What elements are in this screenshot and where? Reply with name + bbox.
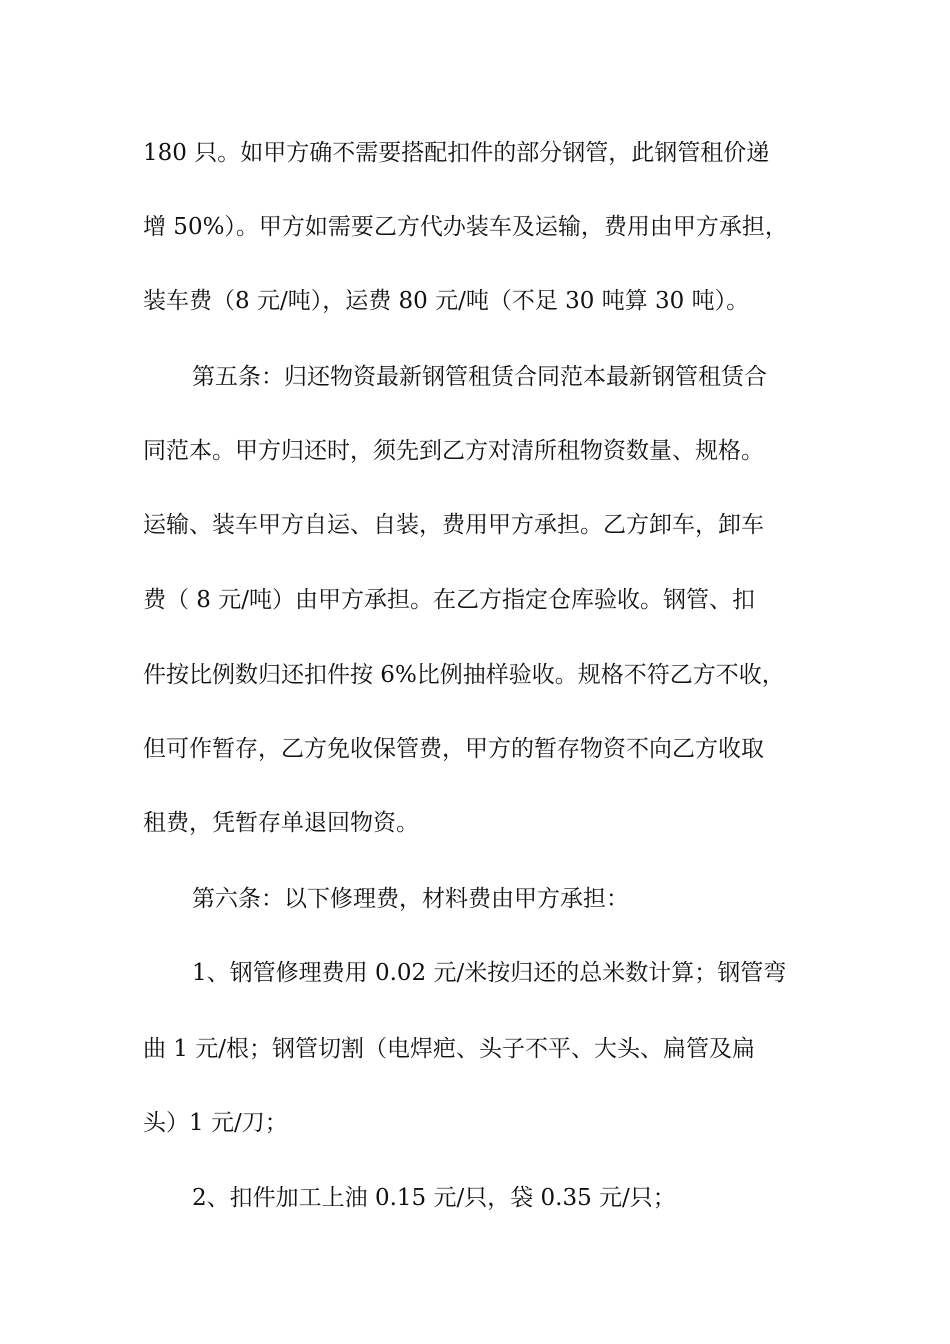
article-five-heading-line: 第五条：归还物资最新钢管租赁合同范本最新钢管租赁合 — [192, 364, 767, 390]
body-line: 运输、装车甲方自运、自装，费用甲方承担。乙方卸车，卸车 — [143, 512, 764, 538]
body-line: 租费，凭暂存单退回物资。 — [143, 810, 419, 836]
body-line: 费（ 8 元/吨）由甲方承担。在乙方指定仓库验收。钢管、扣 — [143, 587, 756, 613]
body-line: 同范本。甲方归还时，须先到乙方对清所租物资数量、规格。 — [143, 438, 764, 464]
body-line: 曲 1 元/根；钢管切割（电焊疤、头子不平、大头、扁管及扁 — [143, 1036, 756, 1062]
body-line: 件按比例数归还扣件按 6%比例抽样验收。规格不符乙方不收， — [143, 662, 785, 688]
body-line: 180 只。如甲方确不需要搭配扣件的部分钢管，此钢管租价递 — [143, 140, 770, 166]
body-line: 增 50%）。甲方如需要乙方代办装车及运输，费用由甲方承担， — [143, 214, 788, 240]
body-line: 装车费（8 元/吨），运费 80 元/吨（不足 30 吨算 30 吨）。 — [143, 288, 750, 314]
article-six-heading-line: 第六条：以下修理费，材料费由甲方承担： — [192, 886, 629, 912]
list-item-line: 1、钢管修理费用 0.02 元/米按归还的总米数计算；钢管弯 — [192, 960, 787, 986]
body-line: 头）1 元/刀； — [143, 1110, 288, 1136]
list-item-line: 2、扣件加工上油 0.15 元/只，袋 0.35 元/只； — [192, 1185, 676, 1211]
body-line: 但可作暂存，乙方免收保管费，甲方的暂存物资不向乙方收取 — [143, 736, 764, 762]
